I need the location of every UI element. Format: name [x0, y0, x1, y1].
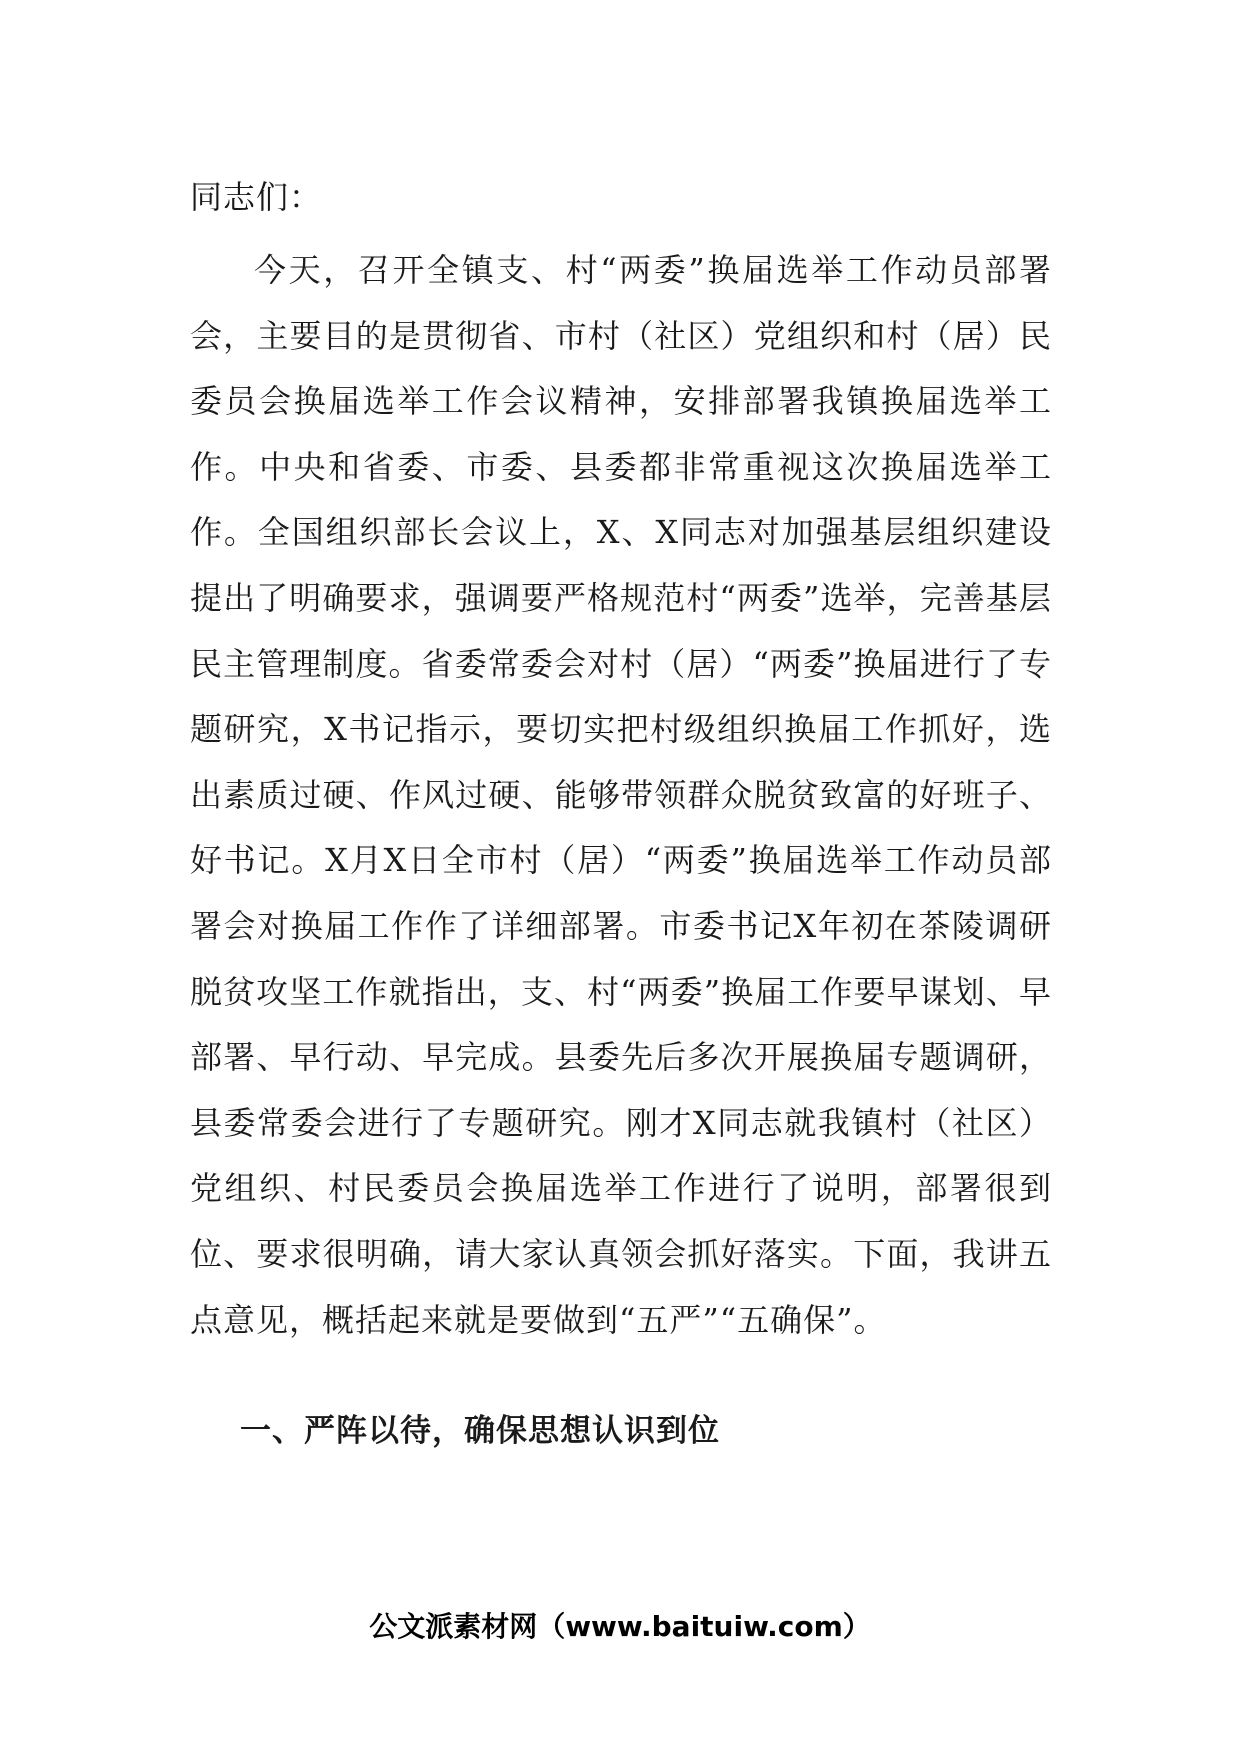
body-paragraph: 今天，召开全镇支、村“两委”换届选举工作动员部署会，主要目的是贯彻省、市村（社区）党组织和村（居）民委员会换届选举工作会议精神，安排部署我镇换届选举工作。中央和省委、市委、县委都非常重视这次换届选举工作。全国组织部长会议上，X、X同志对加强基层组织建设提出了明确要求，强调要严格规范村“两委”选举，完善基层民主管理制度。省委常委会对村（居）“两委”换届进行了专题研究，X书记指示，要切实把村级组织换届工作抓好，选出素质过硬、作风过硬、能够带领群众脱贫致富的好班子、好书记。X月X日全市村（居）“两委”换届选举工作动员部署会对换届工作作了详细部署。市委书记X年初在茶陵调研脱贫攻坚工作就指出，支、村“两委”换届工作要早谋划、早部署、早行动、早完成。县委先后多次开展换届专题调研，县委常委会进行了专题研究。刚才X同志就我镇村（社区）党组织、村民委员会换届选举工作进行了说明，部署很到位、要求很明确，请大家认真领会抓好落实。下面，我讲五点意见，概括起来就是要做到“五严”“五确保”。	[190, 251, 1052, 1339]
section-heading: 一、严阵以待，确保思想认识到位	[240, 1413, 720, 1449]
salutation: 同志们：	[190, 178, 323, 216]
footer-watermark: 公文派素材网（www.baituiw.com）	[369, 1610, 871, 1643]
